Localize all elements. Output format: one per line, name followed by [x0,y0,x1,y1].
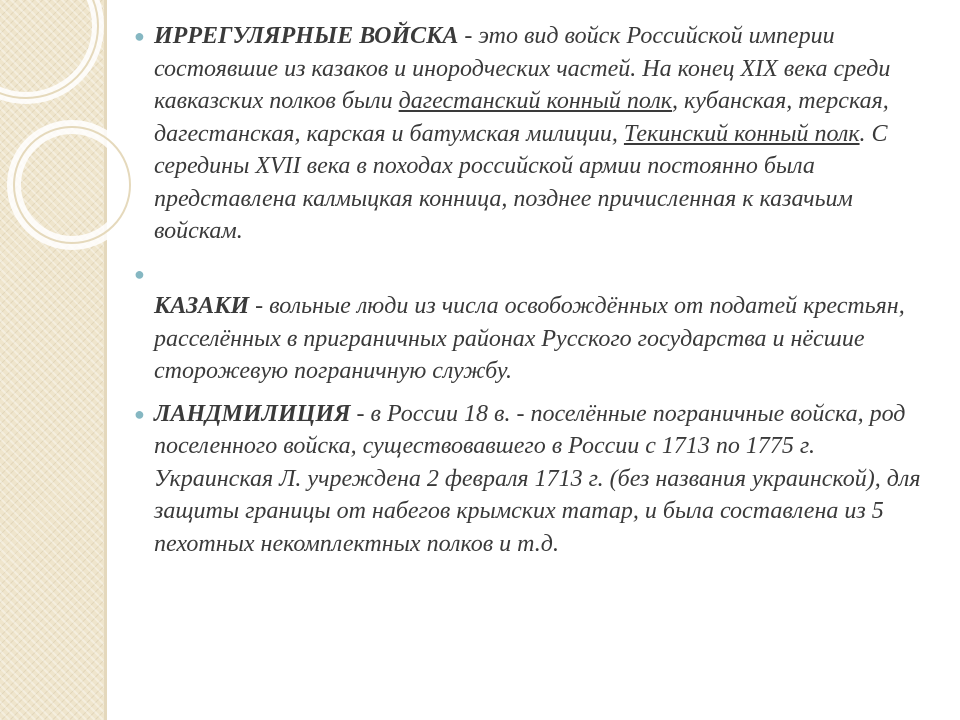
definition-text: - вольные люди из числа освобождённых от податей крестьян, расселённых в приграничных районах Русского государства и нёсшие сторожевую пограничную службу. [154,293,905,384]
definition-text: - в России 18 в. - поселённые пограничные войска, род поселенного войска, существовавшего в России с 1713 по 1775 г. Украинская Л. учреждена 2 февраля 1713 г. (без названия украинской), для защиты границы от набегов крымских татар, и была составлена из 5 пехотных некомплектных полков и т.д. [154,400,921,557]
bullet-list [134,20,924,560]
term-irregular-troops: ИРРЕГУЛЯРНЫЕ ВОЙСКА [154,23,459,49]
content-area [134,20,924,570]
definition-text-part-2: , кубанская, терская, дагестанская, карская и батумская милиции, [154,88,889,147]
list-item-irregular-troops [134,20,924,248]
list-item-cossacks [134,258,924,388]
term-landmilitia: ЛАНДМИЛИЦИЯ [154,400,351,427]
link-dagestan-cavalry-regiment[interactable]: дагестанский конный полк [398,88,673,114]
bullet-icon: ● [134,26,145,46]
decorative-rings-icon [0,0,140,300]
bullet-icon: ● [134,263,145,284]
list-item-landmilitia [134,398,924,561]
bullet-icon: ● [134,403,145,424]
empty-line [154,258,924,291]
link-tekinsky-cavalry-regiment[interactable]: Текинский конный полк [623,120,860,147]
term-cossacks: КАЗАКИ [154,293,250,319]
definition-text-part-1: - это вид войск Российской империи состоявшие из казаков и инородческих частей. На конец XIX века среди кавказских полков были [154,23,891,114]
definition-text-part-3: . С середины XVII века в походах российской армии постоянно была представлена калмыцкая конница, позднее причисленная к казачьим войскам. [154,120,888,244]
